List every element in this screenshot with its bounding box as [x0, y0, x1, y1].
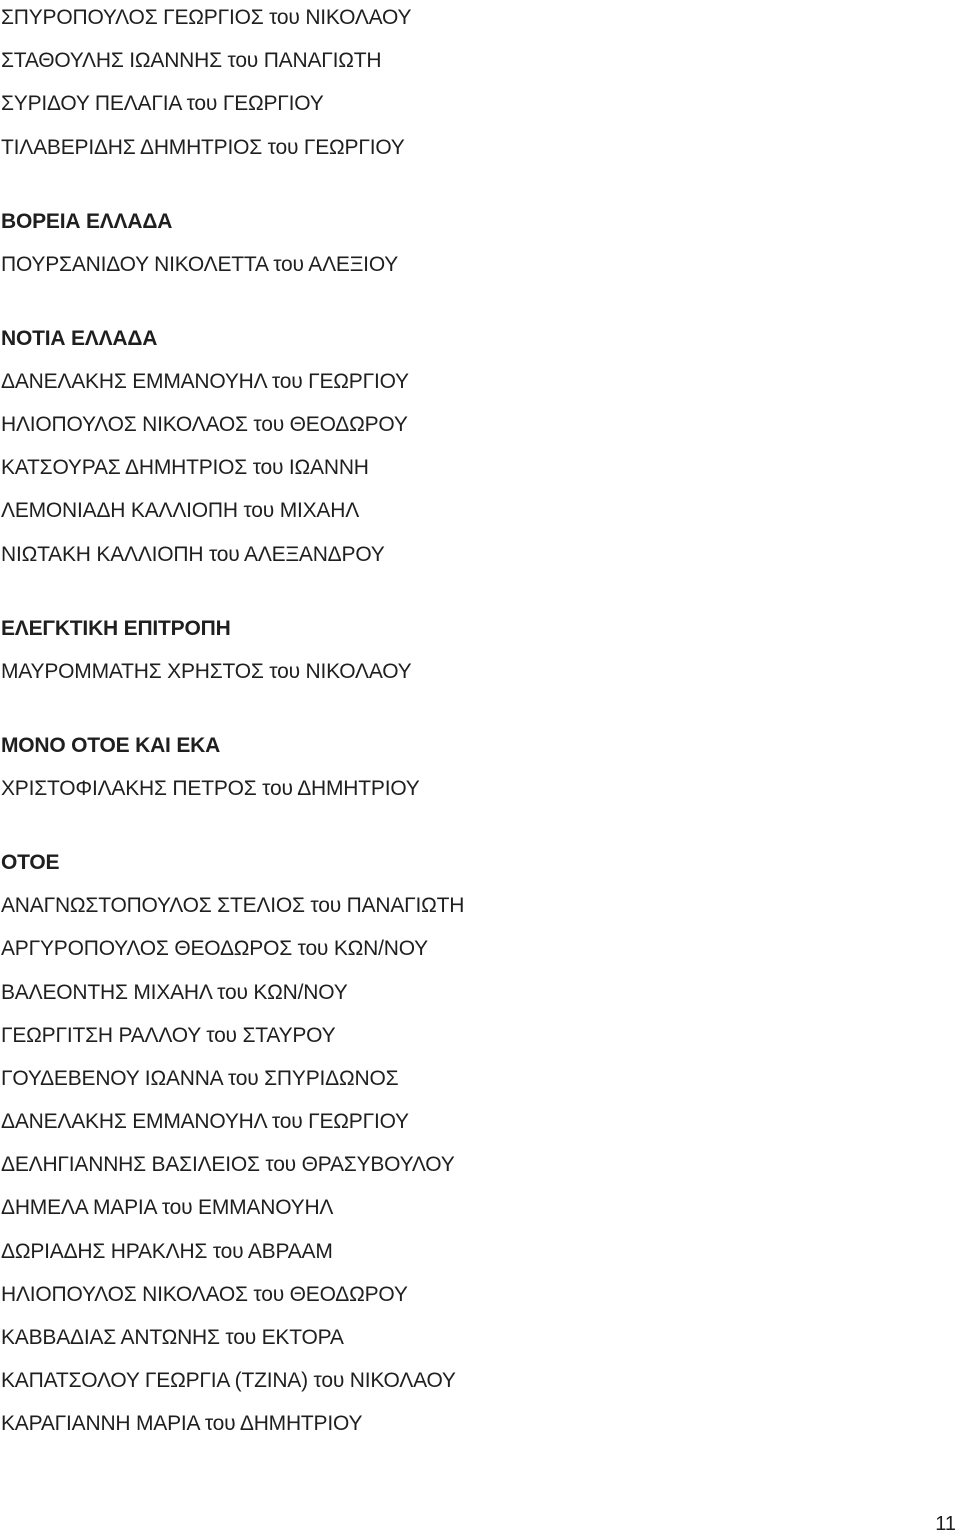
- list-item: ΣΠΥΡΟΠΟΥΛΟΣ ΓΕΩΡΓΙΟΣ του ΝΙΚΟΛΑΟΥ: [1, 6, 412, 29]
- list-item: ΒΑΛΕΟΝΤΗΣ ΜΙΧΑΗΛ του ΚΩΝ/ΝΟΥ: [1, 980, 348, 1004]
- list-item: ΑΝΑΓΝΩΣΤΟΠΟΥΛΟΣ ΣΤΕΛΙΟΣ του ΠΑΝΑΓΙΩΤΗ: [1, 894, 465, 918]
- section-heading: ΕΛΕΓΚΤΙΚΗ ΕΠΙΤΡΟΠΗ: [1, 616, 231, 640]
- list-item: ΔΑΝΕΛΑΚΗΣ ΕΜΜΑΝΟΥΗΛ του ΓΕΩΡΓΙΟΥ: [1, 369, 409, 393]
- list-item: ΤΙΛΑΒΕΡΙΔΗΣ ΔΗΜΗΤΡΙΟΣ του ΓΕΩΡΓΙΟΥ: [1, 135, 405, 159]
- list-item: ΔΕΛΗΓΙΑΝΝΗΣ ΒΑΣΙΛΕΙΟΣ του ΘΡΑΣΥΒΟΥΛΟΥ: [1, 1153, 455, 1177]
- section: [1, 317, 951, 576]
- list-item: ΚΑΡΑΓΙΑΝΝΗ ΜΑΡΙΑ του ΔΗΜΗΤΡΙΟΥ: [1, 1412, 363, 1436]
- list-item: ΜΑΥΡΟΜΜΑΤΗΣ ΧΡΗΣΤΟΣ του ΝΙΚΟΛΑΟΥ: [1, 659, 412, 683]
- section: [1, 724, 951, 810]
- section: [1, 200, 951, 286]
- list-item: ΑΡΓΥΡΟΠΟΥΛΟΣ ΘΕΟΔΩΡΟΣ του ΚΩΝ/ΝΟΥ: [1, 937, 428, 961]
- section-heading: ΟΤΟΕ: [1, 850, 60, 874]
- list-item: ΓΟΥΔΕΒΕΝΟΥ ΙΩΑΝΝΑ του ΣΠΥΡΙΔΩΝΟΣ: [1, 1066, 399, 1090]
- section-heading: ΝΟΤΙΑ ΕΛΛΑΔΑ: [1, 326, 158, 350]
- list-item: ΓΕΩΡΓΙΤΣΗ ΡΑΛΛΟΥ του ΣΤΑΥΡΟΥ: [1, 1023, 336, 1047]
- list-item: ΔΗΜΕΛΑ ΜΑΡΙΑ του ΕΜΜΑΝΟΥΗΛ: [1, 1196, 334, 1220]
- list-item: ΚΑΒΒΑΔΙΑΣ ΑΝΤΩΝΗΣ του ΕΚΤΟΡΑ: [1, 1326, 344, 1350]
- list-item: ΠΟΥΡΣΑΝΙΔΟΥ ΝΙΚΟΛΕΤΤΑ του ΑΛΕΞΙΟΥ: [1, 252, 399, 276]
- list-item: ΚΑΤΣΟΥΡΑΣ ΔΗΜΗΤΡΙΟΣ του ΙΩΑΝΝΗ: [1, 456, 369, 480]
- list-item: ΛΕΜΟΝΙΑΔΗ ΚΑΛΛΙΟΠΗ του ΜΙΧΑΗΛ: [1, 499, 360, 523]
- section-heading: ΜΟΝΟ ΟΤΟΕ ΚΑΙ ΕΚΑ: [1, 733, 221, 757]
- list-item: ΧΡΙΣΤΟΦΙΛΑΚΗΣ ΠΕΤΡΟΣ του ΔΗΜΗΤΡΙΟΥ: [1, 777, 420, 800]
- document-body: [1, 0, 951, 1446]
- section: [1, 841, 951, 1446]
- list-item: ΗΛΙΟΠΟΥΛΟΣ ΝΙΚΟΛΑΟΣ του ΘΕΟΔΩΡΟΥ: [1, 1282, 408, 1306]
- list-item: ΔΩΡΙΑΔΗΣ ΗΡΑΚΛΗΣ του ΑΒΡΑΑΜ: [1, 1239, 333, 1263]
- section: [1, 0, 951, 169]
- section-heading: ΒΟΡΕΙΑ ΕΛΛΑΔΑ: [1, 209, 173, 233]
- list-item: ΣΤΑΘΟΥΛΗΣ ΙΩΑΝΝΗΣ του ΠΑΝΑΓΙΩΤΗ: [1, 49, 382, 73]
- list-item: ΚΑΠΑΤΣΟΛΟΥ ΓΕΩΡΓΙΑ (ΤΖΙΝΑ) του ΝΙΚΟΛΑΟΥ: [1, 1369, 456, 1393]
- page-number: 11: [935, 1513, 956, 1535]
- list-item: ΣΥΡΙΔΟΥ ΠΕΛΑΓΙΑ του ΓΕΩΡΓΙΟΥ: [1, 92, 324, 116]
- list-item: ΗΛΙΟΠΟΥΛΟΣ ΝΙΚΟΛΑΟΣ του ΘΕΟΔΩΡΟΥ: [1, 413, 408, 437]
- list-item: ΝΙΩΤΑΚΗ ΚΑΛΛΙΟΠΗ του ΑΛΕΞΑΝΔΡΟΥ: [1, 542, 385, 566]
- list-item: ΔΑΝΕΛΑΚΗΣ ΕΜΜΑΝΟΥΗΛ του ΓΕΩΡΓΙΟΥ: [1, 1110, 409, 1134]
- section: [1, 607, 951, 693]
